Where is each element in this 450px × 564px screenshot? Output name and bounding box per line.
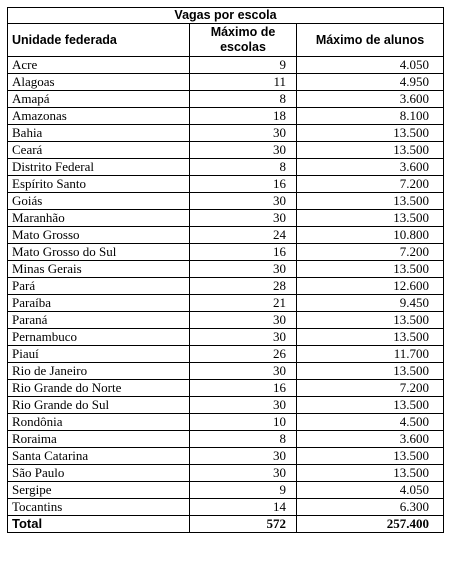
cell-maximo-escolas: 14 <box>190 499 297 516</box>
table-row <box>8 465 444 482</box>
cell-maximo-alunos: 7.200 <box>297 380 444 397</box>
cell-maximo-escolas: 30 <box>190 193 297 210</box>
cell-unidade-federada: Mato Grosso do Sul <box>8 244 190 261</box>
cell-maximo-alunos: 11.700 <box>297 346 444 363</box>
cell-unidade-federada: Rio Grande do Sul <box>8 397 190 414</box>
table-row <box>8 244 444 261</box>
cell-unidade-federada: Pará <box>8 278 190 295</box>
cell-unidade-federada: Bahia <box>8 125 190 142</box>
cell-maximo-alunos: 4.950 <box>297 74 444 91</box>
cell-maximo-alunos: 9.450 <box>297 295 444 312</box>
cell-maximo-alunos: 3.600 <box>297 159 444 176</box>
header-maximo-alunos: Máximo de alunos <box>297 24 444 57</box>
table-row <box>8 278 444 295</box>
vagas-table-container <box>7 7 443 533</box>
table-row <box>8 414 444 431</box>
cell-maximo-escolas: 18 <box>190 108 297 125</box>
cell-unidade-federada: Mato Grosso <box>8 227 190 244</box>
cell-unidade-federada: Roraima <box>8 431 190 448</box>
cell-unidade-federada: Alagoas <box>8 74 190 91</box>
vagas-table <box>7 7 444 533</box>
cell-maximo-escolas: 26 <box>190 346 297 363</box>
cell-unidade-federada: Pernambuco <box>8 329 190 346</box>
cell-unidade-federada: Rio Grande do Norte <box>8 380 190 397</box>
table-row <box>8 74 444 91</box>
cell-unidade-federada: Minas Gerais <box>8 261 190 278</box>
cell-unidade-federada: São Paulo <box>8 465 190 482</box>
table-row <box>8 142 444 159</box>
cell-unidade-federada: Piauí <box>8 346 190 363</box>
table-title: Vagas por escola <box>8 8 444 24</box>
cell-maximo-escolas: 30 <box>190 312 297 329</box>
cell-maximo-escolas: 30 <box>190 329 297 346</box>
cell-maximo-escolas: 16 <box>190 176 297 193</box>
table-row <box>8 380 444 397</box>
table-row <box>8 329 444 346</box>
cell-maximo-alunos: 4.050 <box>297 57 444 74</box>
cell-maximo-escolas: 30 <box>190 465 297 482</box>
cell-maximo-alunos: 3.600 <box>297 91 444 108</box>
cell-maximo-alunos: 13.500 <box>297 465 444 482</box>
cell-maximo-alunos: 13.500 <box>297 363 444 380</box>
total-escolas: 572 <box>190 516 297 533</box>
cell-unidade-federada: Distrito Federal <box>8 159 190 176</box>
cell-maximo-alunos: 12.600 <box>297 278 444 295</box>
cell-unidade-federada: Amazonas <box>8 108 190 125</box>
cell-maximo-escolas: 8 <box>190 91 297 108</box>
cell-maximo-escolas: 28 <box>190 278 297 295</box>
cell-maximo-alunos: 6.300 <box>297 499 444 516</box>
table-row <box>8 295 444 312</box>
table-row <box>8 159 444 176</box>
table-row <box>8 193 444 210</box>
cell-maximo-alunos: 13.500 <box>297 142 444 159</box>
cell-maximo-escolas: 8 <box>190 159 297 176</box>
cell-unidade-federada: Paraíba <box>8 295 190 312</box>
cell-maximo-escolas: 9 <box>190 57 297 74</box>
table-row <box>8 125 444 142</box>
cell-maximo-alunos: 7.200 <box>297 244 444 261</box>
cell-maximo-escolas: 16 <box>190 244 297 261</box>
cell-maximo-alunos: 13.500 <box>297 448 444 465</box>
cell-unidade-federada: Rio de Janeiro <box>8 363 190 380</box>
table-row <box>8 210 444 227</box>
cell-maximo-alunos: 4.050 <box>297 482 444 499</box>
header-maximo-escolas <box>190 24 297 57</box>
cell-unidade-federada: Ceará <box>8 142 190 159</box>
cell-maximo-escolas: 21 <box>190 295 297 312</box>
table-body <box>8 57 444 516</box>
cell-maximo-alunos: 13.500 <box>297 397 444 414</box>
cell-unidade-federada: Rondônia <box>8 414 190 431</box>
cell-maximo-alunos: 4.500 <box>297 414 444 431</box>
table-row <box>8 363 444 380</box>
cell-unidade-federada: Maranhão <box>8 210 190 227</box>
cell-maximo-escolas: 30 <box>190 142 297 159</box>
cell-maximo-escolas: 11 <box>190 74 297 91</box>
cell-maximo-alunos: 13.500 <box>297 261 444 278</box>
cell-maximo-alunos: 7.200 <box>297 176 444 193</box>
cell-maximo-alunos: 13.500 <box>297 210 444 227</box>
header-maximo-escolas-line2: escolas <box>220 40 266 54</box>
table-row <box>8 397 444 414</box>
table-row <box>8 91 444 108</box>
table-row <box>8 482 444 499</box>
table-row <box>8 261 444 278</box>
cell-maximo-escolas: 30 <box>190 125 297 142</box>
cell-maximo-alunos: 13.500 <box>297 193 444 210</box>
cell-maximo-alunos: 13.500 <box>297 329 444 346</box>
cell-maximo-alunos: 3.600 <box>297 431 444 448</box>
cell-unidade-federada: Amapá <box>8 91 190 108</box>
table-row <box>8 346 444 363</box>
cell-unidade-federada: Tocantins <box>8 499 190 516</box>
table-row <box>8 227 444 244</box>
cell-maximo-alunos: 8.100 <box>297 108 444 125</box>
cell-unidade-federada: Santa Catarina <box>8 448 190 465</box>
cell-maximo-escolas: 10 <box>190 414 297 431</box>
cell-maximo-escolas: 30 <box>190 363 297 380</box>
cell-maximo-escolas: 9 <box>190 482 297 499</box>
header-maximo-escolas-line1: Máximo de <box>210 25 276 39</box>
cell-maximo-alunos: 13.500 <box>297 125 444 142</box>
table-row <box>8 176 444 193</box>
table-row <box>8 499 444 516</box>
cell-unidade-federada: Espírito Santo <box>8 176 190 193</box>
cell-maximo-escolas: 30 <box>190 448 297 465</box>
cell-maximo-escolas: 16 <box>190 380 297 397</box>
cell-maximo-escolas: 24 <box>190 227 297 244</box>
total-label: Total <box>8 516 190 533</box>
table-row <box>8 431 444 448</box>
cell-maximo-escolas: 30 <box>190 261 297 278</box>
cell-unidade-federada: Sergipe <box>8 482 190 499</box>
cell-maximo-escolas: 30 <box>190 397 297 414</box>
table-row <box>8 108 444 125</box>
cell-unidade-federada: Goiás <box>8 193 190 210</box>
table-row <box>8 448 444 465</box>
total-alunos: 257.400 <box>297 516 444 533</box>
cell-maximo-escolas: 8 <box>190 431 297 448</box>
total-row <box>8 516 444 533</box>
cell-maximo-alunos: 10.800 <box>297 227 444 244</box>
table-row <box>8 312 444 329</box>
table-row <box>8 57 444 74</box>
cell-maximo-escolas: 30 <box>190 210 297 227</box>
cell-maximo-alunos: 13.500 <box>297 312 444 329</box>
header-unidade-federada: Unidade federada <box>8 24 190 57</box>
cell-unidade-federada: Acre <box>8 57 190 74</box>
cell-unidade-federada: Paraná <box>8 312 190 329</box>
